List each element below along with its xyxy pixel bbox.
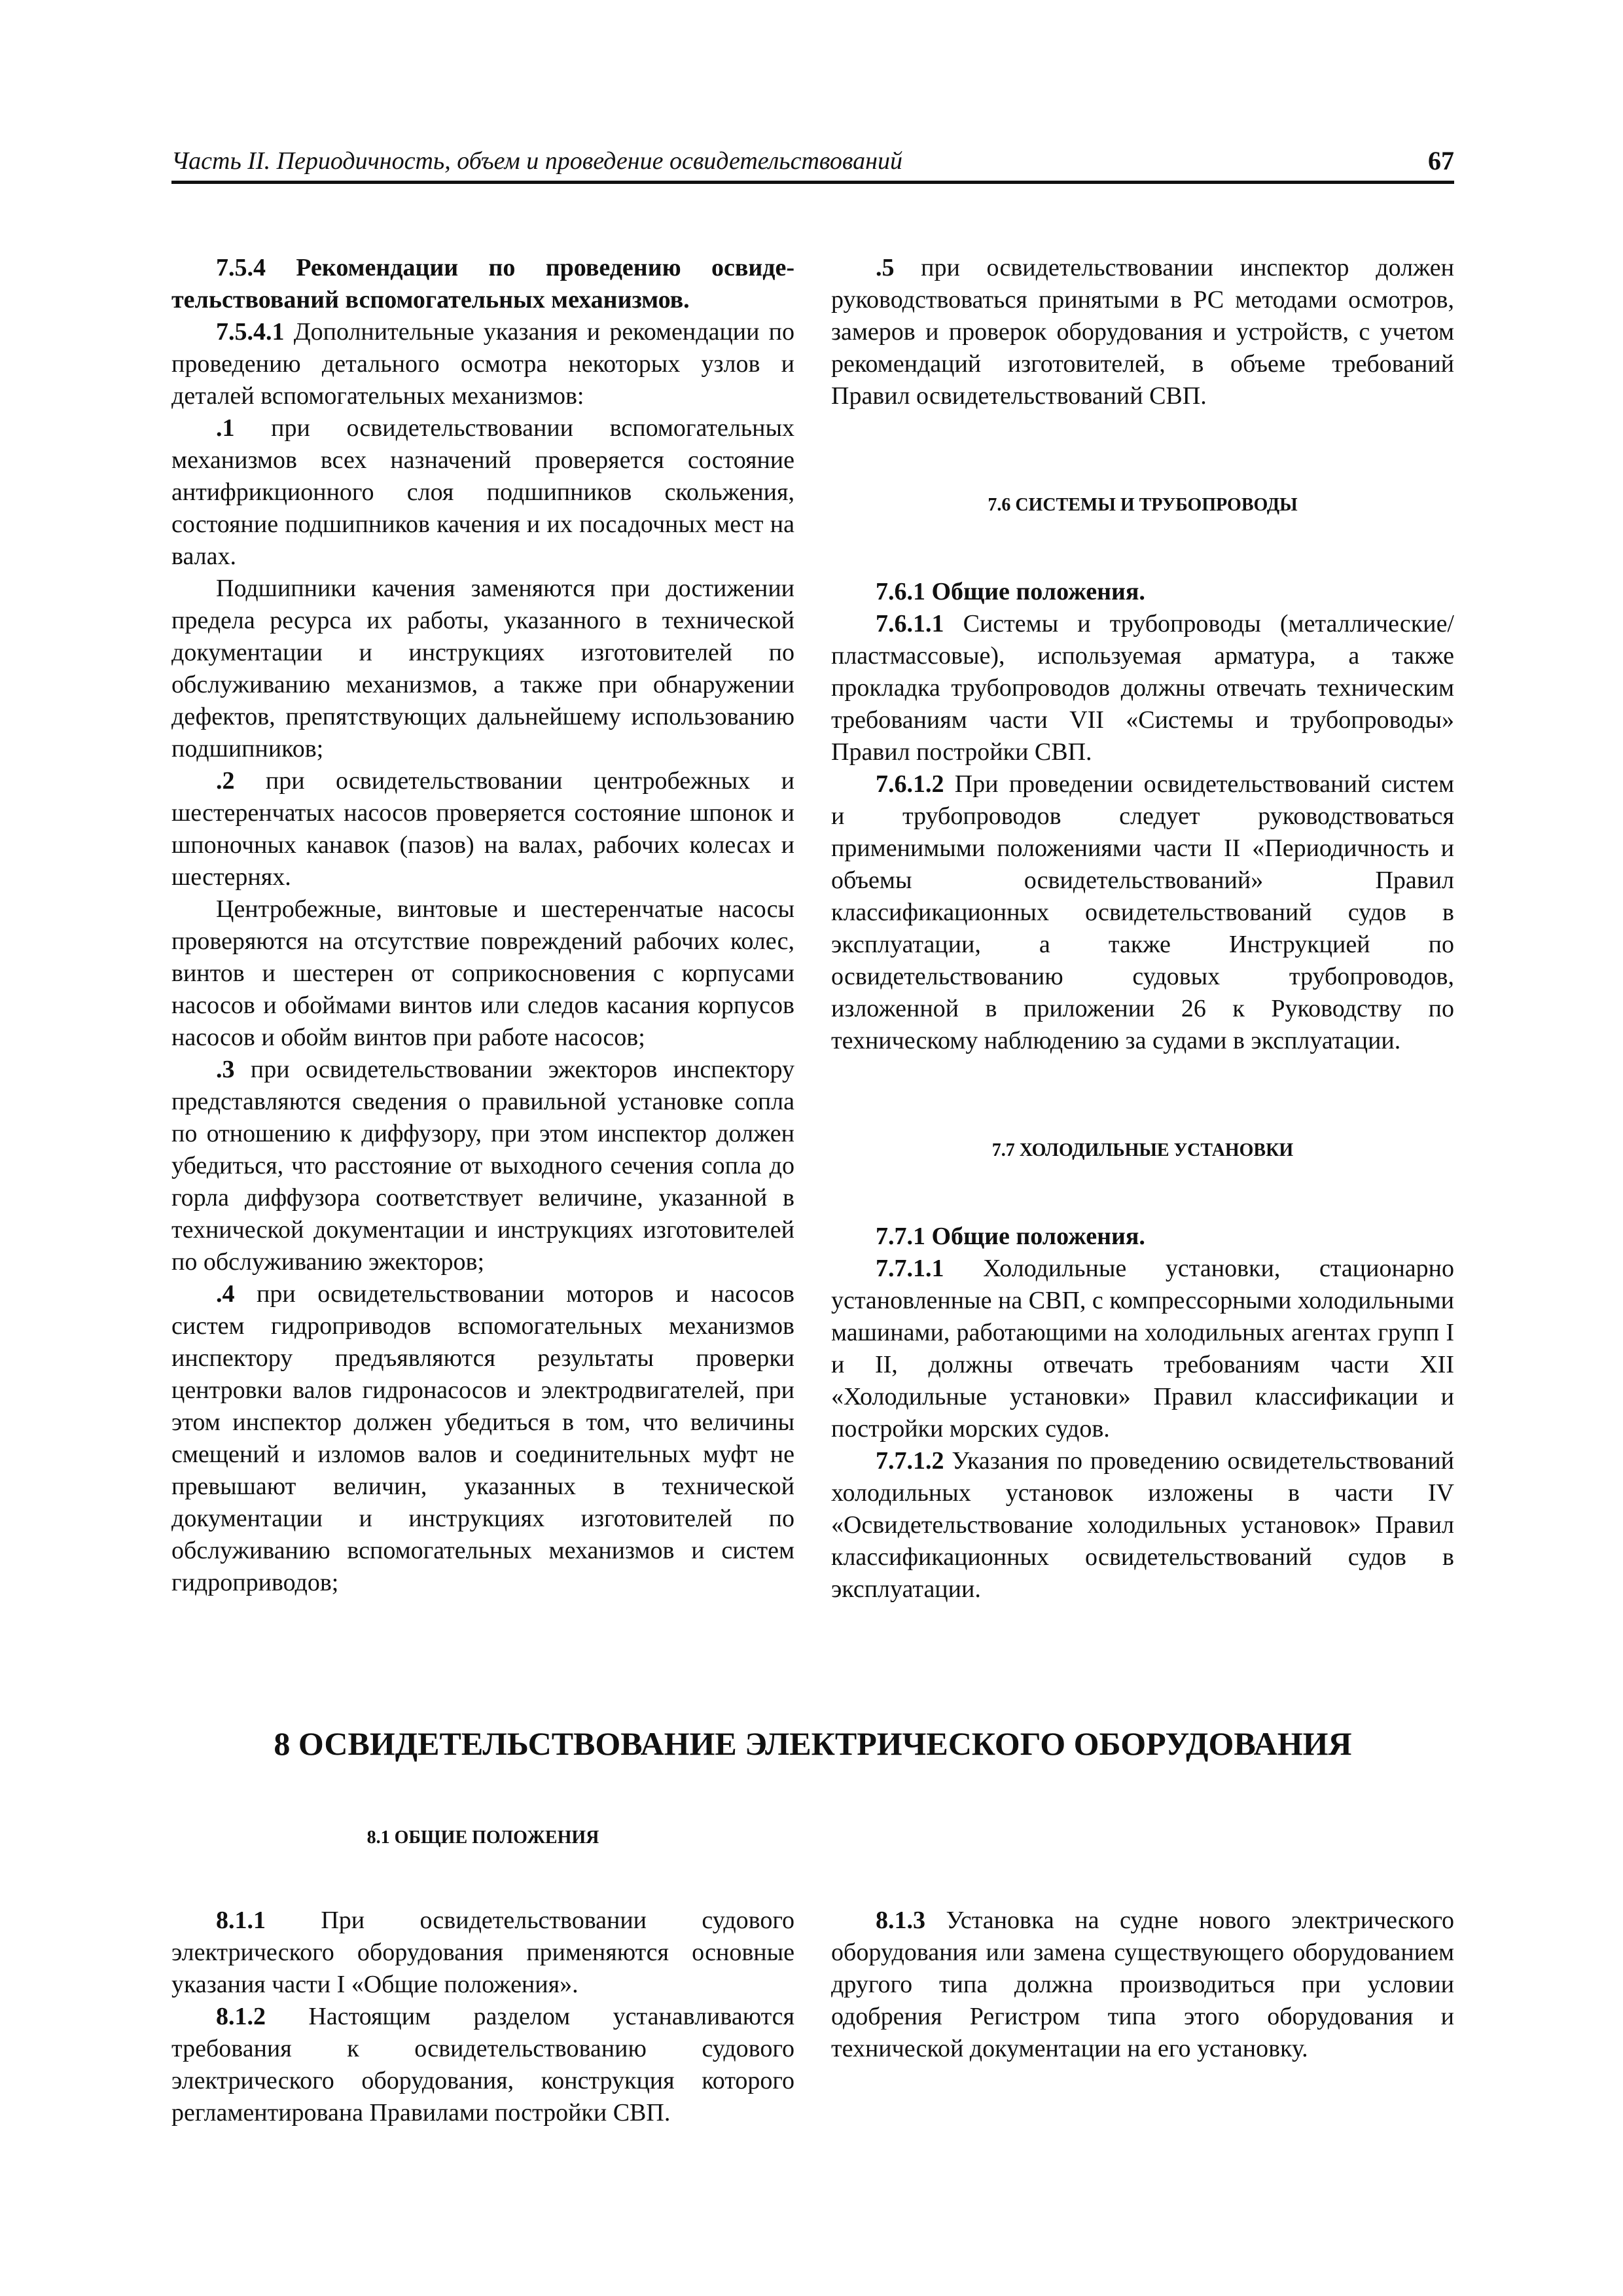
right-column-section-7-6	[831, 576, 1454, 1057]
section-number: 8.1.2	[216, 2003, 266, 2030]
list-item-5	[831, 252, 1454, 412]
paragraph-7-7-1-2	[831, 1445, 1454, 1605]
page-number: 67	[1428, 146, 1454, 175]
list-item-1-continuation: Подшипники качения заменяются при достижении предела ресурса их работы, указанного в технической документации и инструкциях изготовителей по обслуживанию механизмов, а также при обнаружении дефектов, препятствующих дальнейшему использованию подшипников;	[171, 575, 794, 762]
paragraph-8-1-1	[171, 1905, 794, 2001]
paragraph-8-1-3	[831, 1905, 1454, 2065]
item-number: .2	[216, 767, 235, 795]
section-title: Рекомендации по проведению освиде-тельствований вспомогательных механизмов.	[171, 254, 794, 314]
item-text: при освидетельствовании вспомогательных механизмов всех назначений проверяется состояние антифрикционного слоя подшипников скольжения, состояние подшипников качения и их посадочных мест на валах.	[171, 414, 794, 570]
left-column-top	[171, 252, 794, 1599]
section-7-5-4-heading	[171, 252, 794, 316]
right-column-section-7-7	[831, 1221, 1454, 1605]
paragraph-7-5-4-1	[171, 316, 794, 412]
item-text: при освидетельствовании эжекторов инспектору представляются сведения о правильной установке сопла по отношению к диффузору, при этом инспектор должен убедиться, что расстояние от выходного сечения сопла до горла диффузора соответствует величине, указанной в технической документации и инструкциях изготовителей по обслуживанию эжекторов;	[171, 1056, 794, 1276]
section-7-7-heading: 7.7 ХОЛОДИЛЬНЫЕ УСТАНОВКИ	[991, 1140, 1294, 1160]
paragraph-text: Системы и трубопроводы (металлические/ пластмассовые), используемая арматура, а также прокладка трубопроводов должны отвечать техническим требованиям части VII «Системы и трубопроводы» Правил постройки СВП.	[831, 610, 1454, 766]
paragraph-8-1-2	[171, 2001, 794, 2129]
item-text: при освидетельствовании инспектор должен руководствоваться принятыми в РС методами осмотров, замеров и проверок оборудования и устройств, с учетом рекомендаций изготовителей, в объеме требований Правил освидетельствований СВП.	[831, 254, 1454, 410]
item-number: .1	[216, 414, 235, 442]
section-7-6-heading: 7.6 СИСТЕМЫ И ТРУБОПРОВОДЫ	[988, 495, 1298, 515]
paragraph-7-6-1-1	[831, 608, 1454, 768]
section-number: 7.6.1.1	[876, 610, 944, 637]
right-column-top	[831, 252, 1454, 412]
item-text: при освидетельствовании центробежных и шестеренчатых насосов проверяется состояние шпонок и шпоночных канавок (пазов) на валах, рабочих колесах и шестернях.	[171, 767, 794, 891]
section-number: 8.1.3	[876, 1907, 925, 1934]
right-column-bottom	[831, 1905, 1454, 2065]
paragraph-text: При проведении освидетельствований систем и трубопроводов следует руководствоваться применимыми положениями части II «Периодичность и объемы освидетельствований» Правил классификационных освидетельствований судов в эксплуатации, а также Инструкцией по освидетельствованию судовых трубопроводов, изложенной в приложении 26 к Руководству по техническому наблюдению за судами в эксплуатации.	[831, 770, 1454, 1054]
paragraph-text: Указания по проведению освидетельствований холодильных установок изложены в части IV «Освидетельствование холодильных установок» Правил классификационных освидетельствований судов в эксплуатации.	[831, 1447, 1454, 1603]
item-number: .4	[216, 1280, 235, 1308]
running-header	[171, 145, 1454, 184]
item-number: .3	[216, 1056, 235, 1083]
left-column-bottom	[171, 1905, 794, 2129]
section-7-6-1-heading	[831, 576, 1454, 608]
section-number: 7.6.1.2	[876, 770, 944, 798]
list-item-1	[171, 412, 794, 573]
paragraph-text: Установка на судне нового электрического оборудования или замена существующего оборудованием другого типа должна производиться при условии одобрения Регистром типа этого оборудования и технической документации на его установку.	[831, 1907, 1454, 2062]
section-number: 7.7.1.1	[876, 1255, 944, 1282]
section-number: 8.1.1	[216, 1907, 266, 1934]
list-item-3	[171, 1054, 794, 1278]
section-number: 7.5.4	[216, 254, 266, 281]
section-number: 7.6.1	[876, 578, 925, 605]
item-text: при освидетельствовании моторов и насосов систем гидроприводов вспомогательных механизмов инспектору предъявляются результаты проверки центровки валов гидронасосов и электродвигателей, при этом инспектор должен убедиться в том, что величины смещений и изломов валов и соединительных муфт не превышают величин, указанных в технической документации и инструкциях изготовителей по обслуживанию вспомогательных механизмов и систем гидроприводов;	[171, 1280, 794, 1596]
paragraph-text: Настоящим разделом устанавливаются требования к освидетельствованию судового электрического оборудования, конструкция которого регламентирована Правилами постройки СВП.	[171, 2003, 794, 2126]
section-7-7-1-heading	[831, 1221, 1454, 1253]
section-title: Общие положения.	[925, 578, 1145, 605]
section-number: 7.7.1.2	[876, 1447, 944, 1475]
list-item-4	[171, 1278, 794, 1599]
paragraph-7-6-1-2	[831, 768, 1454, 1057]
item-number: .5	[876, 254, 895, 281]
list-item-2-continuation: Центробежные, винтовые и шестеренчатые насосы проверяются на отсутствие повреждений рабочих колес, винтов и шестерен от соприкосновения с корпусами насосов и обоймами винтов или следов касания корпусов насосов и обойм винтов при работе насосов;	[171, 895, 794, 1051]
section-number: 7.7.1	[876, 1223, 925, 1250]
paragraph-7-7-1-1	[831, 1253, 1454, 1445]
running-title: Часть II. Периодичность, объем и проведение освидетельствований	[171, 147, 902, 175]
chapter-title: 8 ОСВИДЕТЕЛЬСТВОВАНИЕ ЭЛЕКТРИЧЕСКОГО ОБОРУДОВАНИЯ	[274, 1725, 1352, 1762]
section-number: 7.5.4.1	[216, 318, 285, 346]
paragraph-text: При освидетельствовании судового электрического оборудования применяются основные указания части I «Общие положения».	[171, 1907, 794, 1998]
section-8-1-heading: 8.1 ОБЩИЕ ПОЛОЖЕНИЯ	[366, 1827, 599, 1848]
paragraph-text: Дополнительные указания и рекомендации по проведению детального осмотра некоторых узлов и деталей вспомогательных механизмов:	[171, 318, 794, 410]
paragraph-text: Холодильные установки, стационарно установленные на СВП, с компрессорными холодильными машинами, работающими на холодильных агентах групп I и II, должны отвечать требованиям части XII «Холодильные установки» Правил классификации и постройки морских судов.	[831, 1255, 1454, 1443]
section-title: Общие положения.	[925, 1223, 1145, 1250]
list-item-2	[171, 765, 794, 893]
